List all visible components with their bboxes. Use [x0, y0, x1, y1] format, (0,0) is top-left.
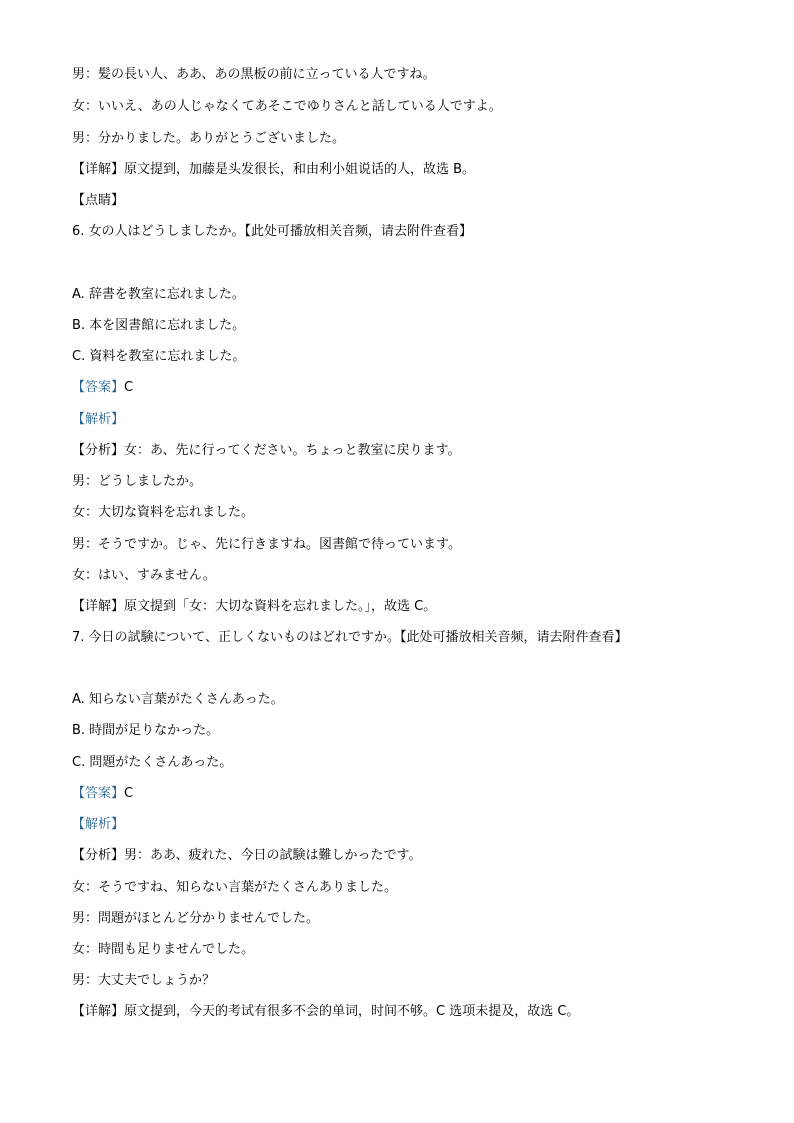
answer-label: 【答案】: [72, 786, 125, 801]
answer-label: 【答案】: [72, 380, 125, 395]
answer-value: C: [124, 786, 134, 801]
dialogue-line: 男：そうですか。じゃ、先に行きますね。図書館で待っています。: [72, 537, 461, 552]
option-a: A. 辞書を教室に忘れました。: [72, 287, 245, 302]
question-6: 6. 女の人はどうしましたか。【此处可播放相关音频，请去附件查看】: [72, 224, 473, 239]
option-c: C. 問題がたくさんあった。: [72, 755, 233, 770]
analysis-heading: 【解析】: [72, 412, 125, 427]
analysis-line: 【分析】男：ああ、疲れた、今日の試験は難しかったです。: [72, 848, 422, 863]
analysis-line: 【分析】女：あ、先に行ってください。ちょっと教室に戻ります。: [72, 443, 461, 458]
answer-value: C: [124, 380, 134, 395]
option-a: A. 知らない言葉がたくさんあった。: [72, 692, 284, 707]
dialogue-line: 女：大切な資料を忘れました。: [72, 505, 255, 520]
dialogue-line: 男：髪の長い人、ああ、あの黒板の前に立っている人ですね。: [72, 67, 436, 82]
dialogue-line: 女：そうですね、知らない言葉がたくさんありました。: [72, 880, 398, 895]
dialogue-line: 男：大丈夫でしょうか？: [72, 973, 216, 988]
note-heading: 【点睛】: [72, 193, 125, 208]
option-b: B. 時間が足りなかった。: [72, 723, 220, 738]
explanation-line: 【详解】原文提到，今天的考试有很多不会的单词，时间不够。C 选项未提及，故选 C。: [72, 1004, 580, 1019]
dialogue-line: 男：分かりました。ありがとうございました。: [72, 131, 346, 146]
explanation-line: 【详解】原文提到「女：大切な資料を忘れました。」，故选 C。: [72, 599, 437, 614]
analysis-heading: 【解析】: [72, 817, 125, 832]
dialogue-line: 女：いいえ、あの人じゃなくてあそこでゆりさんと話している人ですよ。: [72, 99, 502, 114]
option-b: B. 本を図書館に忘れました。: [72, 318, 246, 333]
explanation-line: 【详解】原文提到，加藤是头发很长，和由利小姐说话的人，故选 B。: [72, 162, 476, 177]
answer-line: [72, 379, 133, 397]
dialogue-line: 女：はい、すみません。: [72, 568, 216, 583]
dialogue-line: 男：どうしましたか。: [72, 474, 203, 489]
question-7: 7. 今日の試験について、正しくないものはどれですか。【此处可播放相关音频，请去附件查看】: [72, 630, 628, 645]
dialogue-line: 男：問題がほとんど分かりませんでした。: [72, 911, 320, 926]
option-c: C. 資料を教室に忘れました。: [72, 349, 246, 364]
answer-line: [72, 785, 133, 803]
dialogue-line: 女：時間も足りませんでした。: [72, 942, 255, 957]
